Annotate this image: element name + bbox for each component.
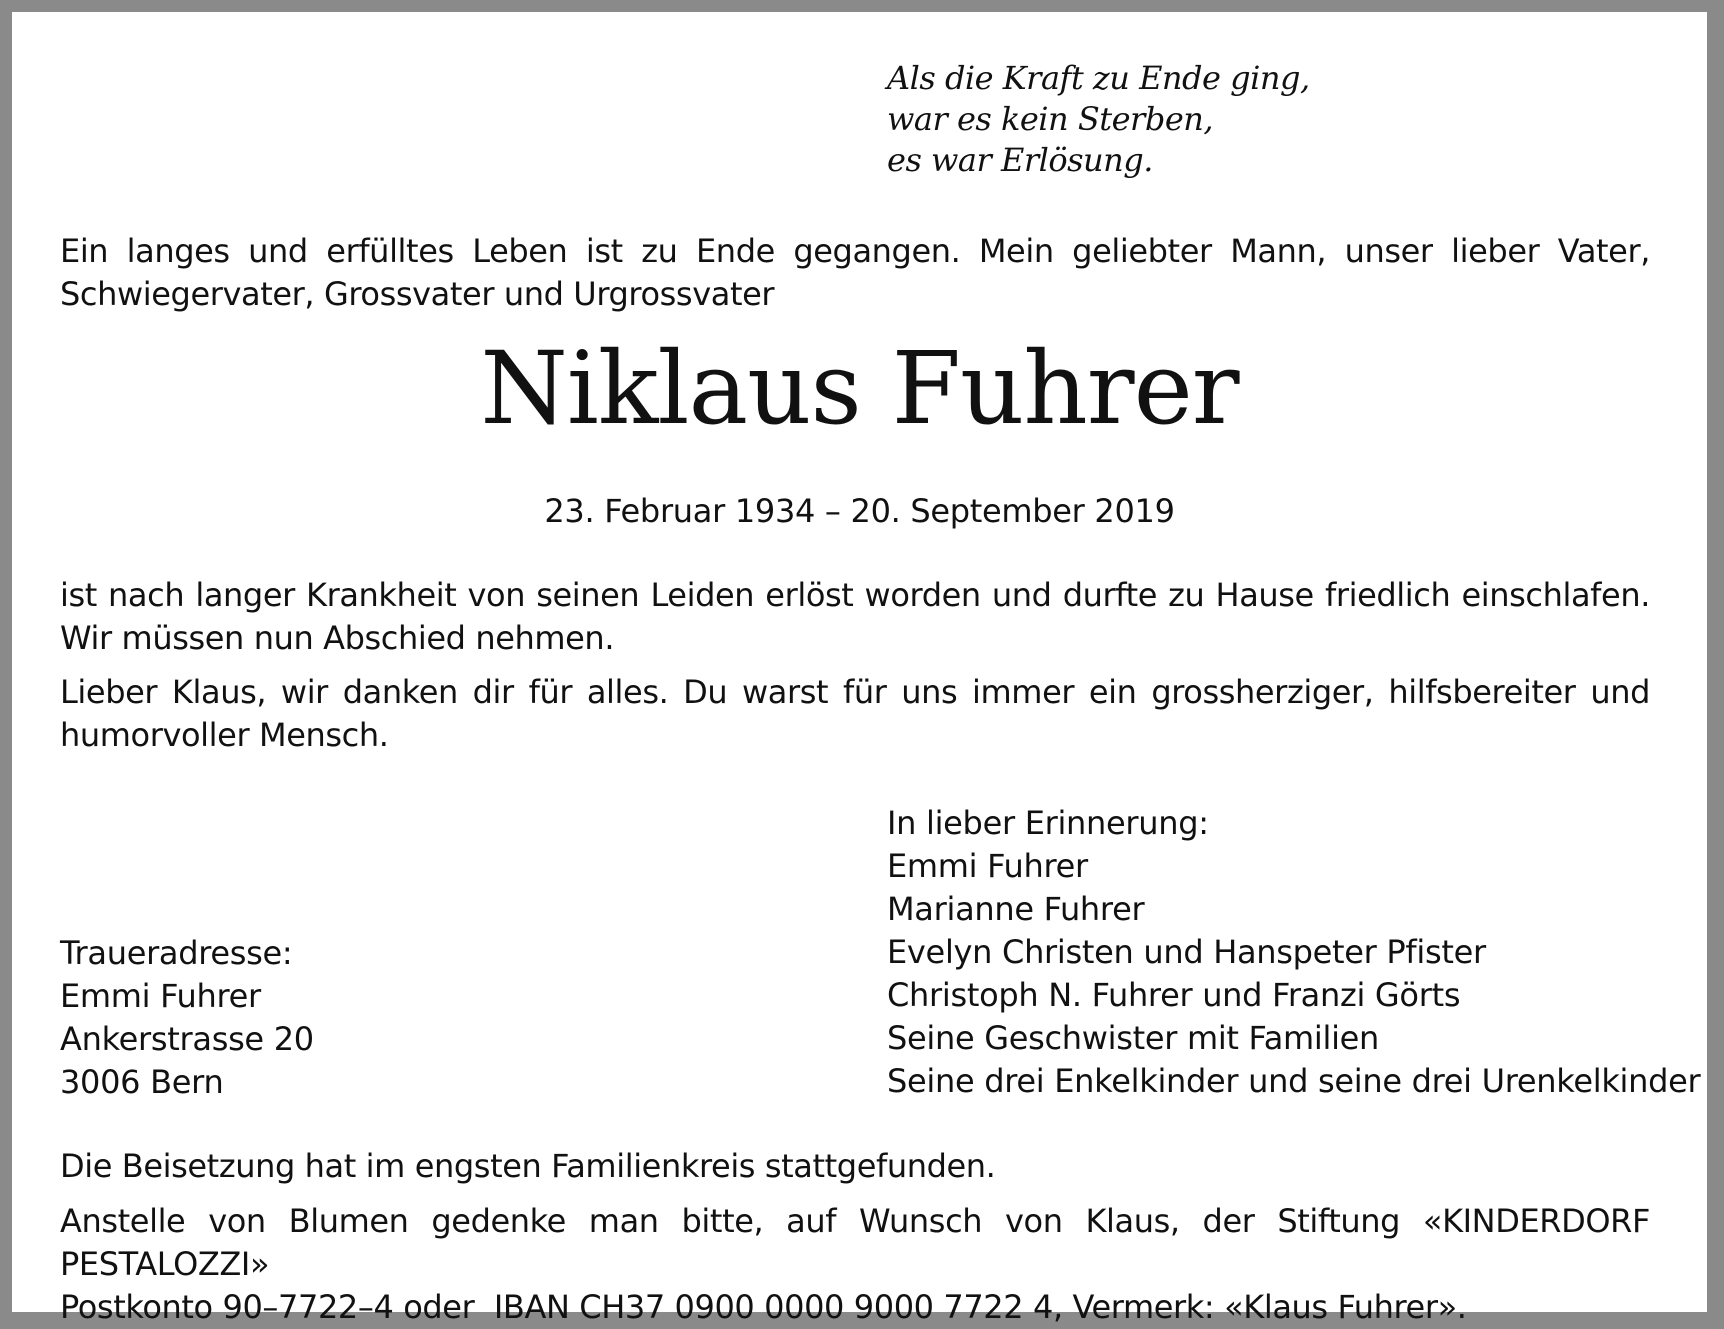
mourner-name: Christoph N. Fuhrer und Franzi Görts	[887, 976, 1461, 1014]
mourners-heading: In lieber Erinnerung:	[887, 804, 1209, 842]
donation-account-line: Postkonto 90–7722–4 oder IBAN CH37 0900 0000 9000 7722 4, Vermerk: «Klaus Fuhrer».	[60, 1288, 1467, 1326]
motto-line: es war Erlösung.	[887, 141, 1153, 179]
mourner-name: Emmi Fuhrer	[887, 847, 1088, 885]
mourner-name: Evelyn Christen und Hanspeter Pfister	[887, 933, 1486, 971]
mourner-name: Seine drei Enkelkinder und seine drei Urenkelkinder	[887, 1062, 1701, 1100]
address-label: Traueradresse:	[60, 934, 293, 972]
donation-line: Anstelle von Blumen gedenke man bitte, auf Wunsch von Klaus, der Stiftung «KINDERDORF PESTALOZZI»	[60, 1202, 1650, 1283]
burial-note: Die Beisetzung hat im engsten Familienkreis stattgefunden.	[60, 1147, 996, 1185]
mourners-list	[887, 802, 1700, 1103]
paragraph-thanks: Lieber Klaus, wir danken dir für alles. Du warst für uns immer ein grossherziger, hilfsbereiter und humorvoller Mensch.	[60, 673, 1650, 754]
motto-quote	[887, 58, 1310, 181]
donation-note	[60, 1200, 1650, 1329]
life-dates: 23. Februar 1934 – 20. September 2019	[544, 492, 1175, 530]
address-line: Ankerstrasse 20	[60, 1020, 314, 1058]
paragraph-passing: ist nach langer Krankheit von seinen Leiden erlöst worden und durfte zu Hause friedlich einschlafen. Wir müssen nun Abschied nehmen.	[60, 576, 1650, 657]
motto-line: war es kein Sterben,	[887, 100, 1214, 138]
mourning-address	[60, 932, 314, 1104]
intro-text: Ein langes und erfülltes Leben ist zu Ende gegangen. Mein geliebter Mann, unser lieber Vater, Schwiegervater, Grossvater und Urgrossvater	[60, 232, 1650, 313]
motto-line: Als die Kraft zu Ende ging,	[887, 59, 1310, 97]
deceased-name: Niklaus Fuhrer	[480, 330, 1239, 447]
mourner-name: Marianne Fuhrer	[887, 890, 1145, 928]
address-line: 3006 Bern	[60, 1063, 224, 1101]
obituary-notice	[12, 12, 1707, 1326]
address-line: Emmi Fuhrer	[60, 977, 261, 1015]
mourner-name: Seine Geschwister mit Familien	[887, 1019, 1380, 1057]
